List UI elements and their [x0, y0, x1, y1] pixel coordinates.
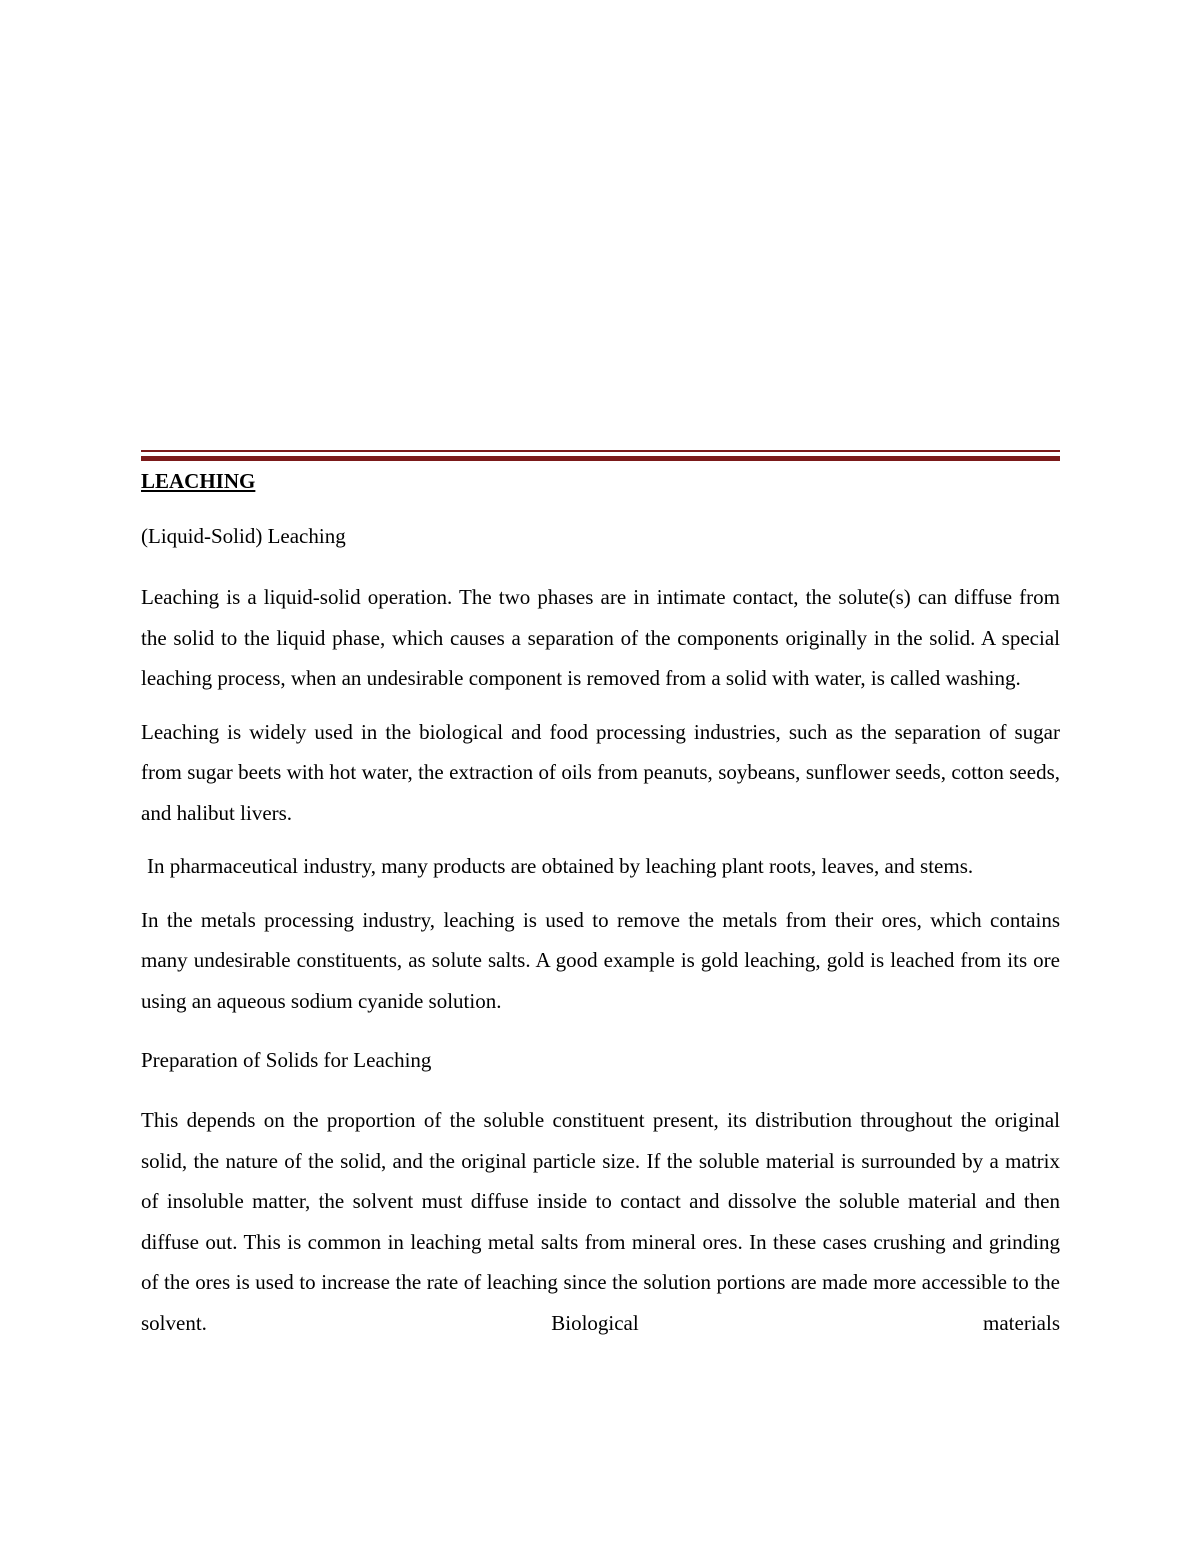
header-rule-thick: [141, 456, 1060, 461]
paragraph: This depends on the proportion of the soluble constituent present, its distribution throughout the original solid, the nature of the solid, and the original particle size. If the soluble material is surrounded by a matrix of insoluble matter, the solvent must diffuse inside to contact and dissolve the soluble material and then diffuse out. This is common in leaching metal salts from mineral ores. In these cases crushing and grinding of the ores is used to increase the rate of leaching since the solution portions are made more accessible to the solvent. Biological materials: [141, 1108, 1060, 1335]
header-rule-thin: [141, 450, 1060, 452]
subheading: (Liquid-Solid) Leaching: [141, 524, 346, 548]
paragraph: Leaching is widely used in the biological and food processing industries, such as the separation of sugar from sugar beets with hot water, the extraction of oils from peanuts, soybeans, sunflower seeds, cotton seeds, and halibut livers.: [141, 719, 1060, 825]
paragraph: Leaching is a liquid-solid operation. The two phases are in intimate contact, the solute(s) can diffuse from the solid to the liquid phase, which causes a separation of the components originally in the solid. A special leaching process, when an undesirable component is removed from a solid with water, is called washing.: [141, 585, 1060, 690]
paragraph: In pharmaceutical industry, many products are obtained by leaching plant roots, leaves, and stems.: [147, 854, 974, 878]
document-body: [141, 462, 1060, 1343]
section-heading: Preparation of Solids for Leaching: [141, 1048, 432, 1072]
paragraph: In the metals processing industry, leaching is used to remove the metals from their ores, which contains many undesirable constituents, as solute salts. A good example is gold leaching, gold is leached from its ore using an aqueous sodium cyanide solution.: [141, 907, 1060, 1013]
page-title: LEACHING: [141, 469, 256, 493]
